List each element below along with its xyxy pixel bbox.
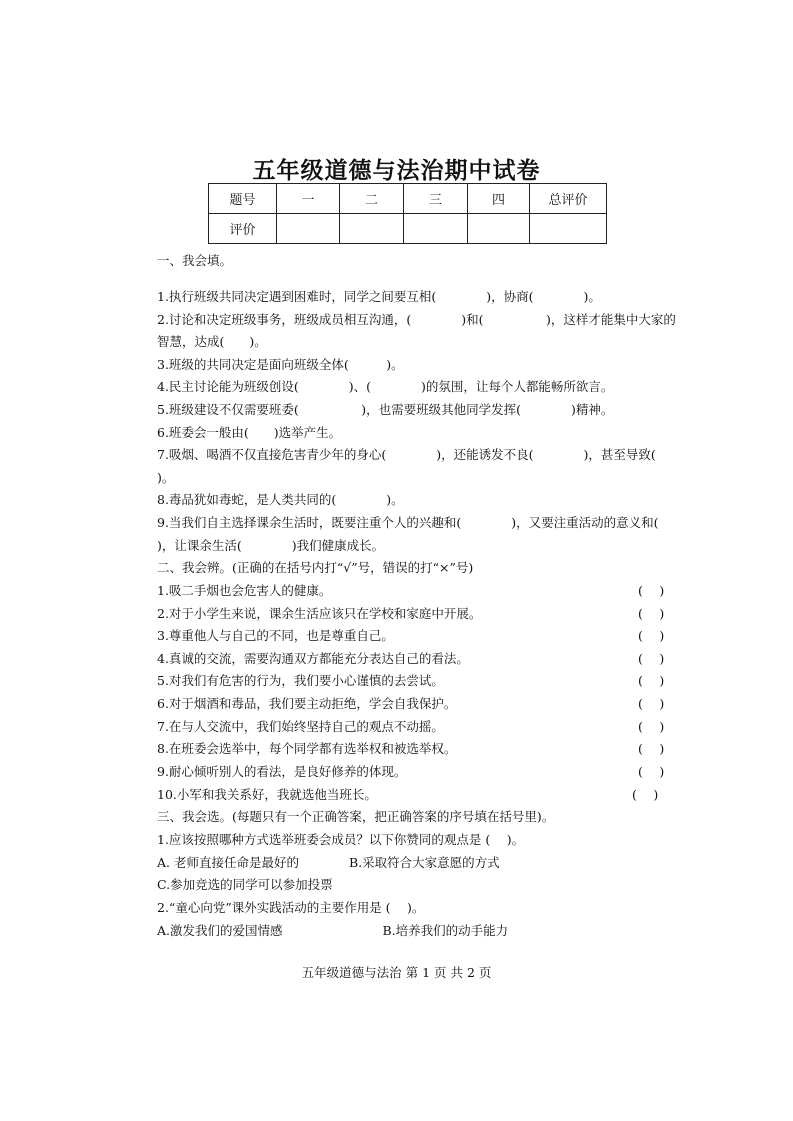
score-cell[interactable] xyxy=(468,214,530,244)
judge-item: 5.对我们有危害的行为，我们要小心谨慎的去尝试。 xyxy=(157,673,444,688)
score-header-cell: 三 xyxy=(404,184,468,214)
judge-item: 1.吸二手烟也会危害人的健康。 xyxy=(157,583,332,598)
judge-item: 9.耐心倾听别人的看法，是良好修养的体现。 xyxy=(157,764,407,779)
score-header-cell: 一 xyxy=(277,184,340,214)
choice-options: A.激发我们的爱国情感 B.培养我们的动手能力 xyxy=(157,923,509,938)
score-header-cell: 四 xyxy=(468,184,530,214)
question-line: 6.班委会一般由( )选举产生。 xyxy=(157,425,342,440)
question-line: 3.班级的共同决定是面向班级全体( )。 xyxy=(157,357,404,372)
judge-item: 2.对于小学生来说，课余生活应该只在学校和家庭中开展。 xyxy=(157,606,482,621)
page-title: 五年级道德与法治期中试卷 xyxy=(252,157,541,184)
judge-answer-paren[interactable]: ( ) xyxy=(638,606,665,621)
question-line: 1.执行班级共同决定遇到困难时，同学之间要互相( )，协商( )。 xyxy=(157,289,601,304)
page-footer: 五年级道德与法治 第 1 页 共 2 页 xyxy=(301,965,492,980)
judge-answer-paren[interactable]: ( ) xyxy=(638,719,665,734)
choice-question: 1.应该按照哪种方式选举班委会成员？以下你赞同的观点是 ( )。 xyxy=(157,832,525,847)
choice-options: C.参加竞选的同学可以参加投票 xyxy=(157,877,333,892)
score-cell[interactable] xyxy=(530,214,607,244)
score-header-row xyxy=(209,184,607,214)
question-line: 7.吸烟、喝酒不仅直接危害青少年的身心( )，还能诱发不良( )，甚至导致( xyxy=(157,447,656,462)
section-heading-choice: 三、我会选。(每题只有一个正确答案，把正确答案的序号填在括号里)。 xyxy=(157,809,555,824)
judge-answer-paren[interactable]: ( ) xyxy=(638,764,665,779)
judge-item: 7.在与人交流中，我们始终坚持自己的观点不动摇。 xyxy=(157,719,444,734)
judge-answer-paren[interactable]: ( ) xyxy=(638,741,665,756)
section-heading-fill: 一、我会填。 xyxy=(157,253,233,268)
question-line: )，让课余生活( )我们健康成长。 xyxy=(157,538,385,553)
score-value-row xyxy=(209,214,607,244)
score-table xyxy=(208,183,607,244)
score-cell[interactable] xyxy=(277,214,340,244)
question-line: 8.毒品犹如毒蛇，是人类共同的( )。 xyxy=(157,492,404,507)
judge-item: 6.对于烟酒和毒品，我们要主动拒绝，学会自我保护。 xyxy=(157,696,457,711)
question-line: )。 xyxy=(157,470,175,485)
choice-options: A. 老师直接任命是最好的 B.采取符合大家意愿的方式 xyxy=(157,855,500,870)
question-line: 9.当我们自主选择课余生活时，既要注重个人的兴趣和( )，又要注重活动的意义和( xyxy=(157,515,659,530)
score-cell[interactable] xyxy=(340,214,404,244)
judge-answer-paren[interactable]: ( ) xyxy=(638,673,665,688)
judge-answer-paren[interactable]: ( ) xyxy=(638,651,665,666)
question-line: 5.班级建设不仅需要班委( )，也需要班级其他同学发挥( )精神。 xyxy=(157,402,614,417)
judge-answer-paren[interactable]: ( ) xyxy=(632,787,659,802)
section-heading-judge: 二、我会辨。(正确的在括号内打“√”号，错误的打“×”号) xyxy=(157,560,474,575)
question-line: 4.民主讨论能为班级创设( )、( )的氛围，让每个人都能畅所欲言。 xyxy=(157,379,614,394)
score-cell[interactable] xyxy=(404,214,468,244)
judge-item: 10.小军和我关系好，我就选他当班长。 xyxy=(157,787,377,802)
judge-answer-paren[interactable]: ( ) xyxy=(638,628,665,643)
judge-item: 3.尊重他人与自己的不同，也是尊重自己。 xyxy=(157,628,394,643)
score-header-cell: 题号 xyxy=(209,184,277,214)
judge-item: 8.在班委会选举中，每个同学都有选举权和被选举权。 xyxy=(157,741,457,756)
judge-answer-paren[interactable]: ( ) xyxy=(638,696,665,711)
score-header-cell: 总评价 xyxy=(530,184,607,214)
choice-question: 2.“童心向党”课外实践活动的主要作用是 ( )。 xyxy=(157,900,425,915)
question-line: 智慧，达成( )。 xyxy=(157,334,267,349)
score-header-cell: 二 xyxy=(340,184,404,214)
question-line: 2.讨论和决定班级事务，班级成员相互沟通，( )和( )，这样才能集中大家的 xyxy=(157,312,676,327)
judge-item: 4.真诚的交流，需要沟通双方都能充分表达自己的看法。 xyxy=(157,651,469,666)
judge-answer-paren[interactable]: ( ) xyxy=(638,583,665,598)
score-row-label: 评价 xyxy=(209,214,277,244)
